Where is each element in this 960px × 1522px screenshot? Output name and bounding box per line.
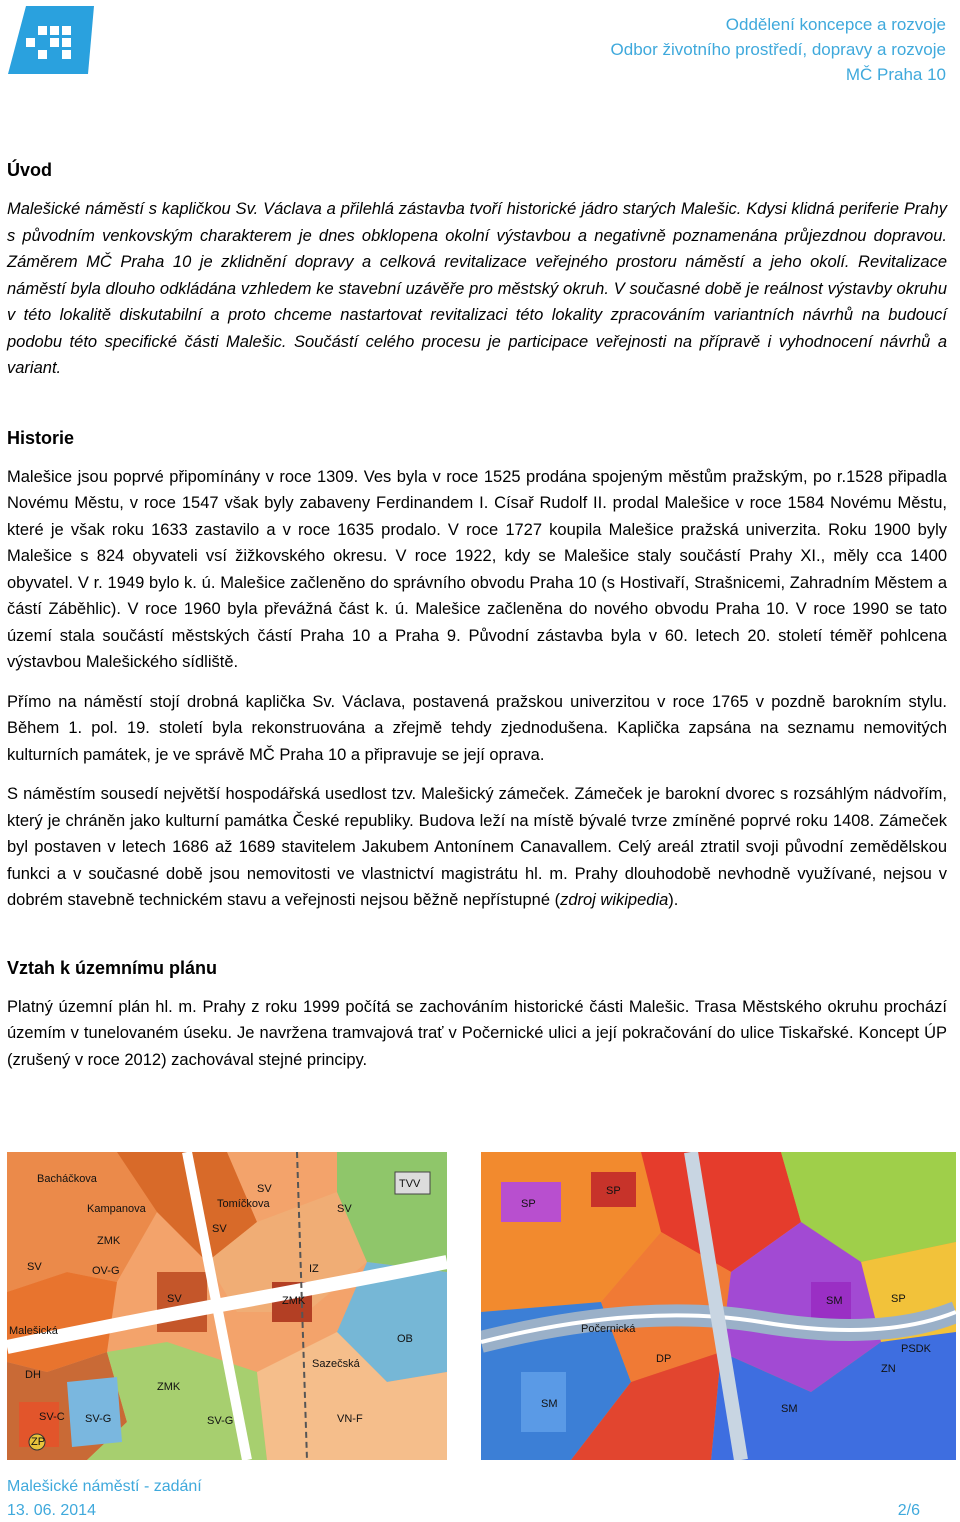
map-label: DH [25,1369,41,1381]
map-label: SM [541,1398,558,1410]
section-title-history: Historie [7,427,75,448]
land-use-maps [7,1152,956,1460]
map-label: TVV [399,1178,421,1190]
map-label: ZMK [282,1295,306,1307]
map-label: OB [397,1333,413,1345]
section-plan [7,956,947,1074]
map-label: Kampanova [87,1203,146,1215]
history-paragraph-3-text: S náměstím sousedí největší hospodářská usedlost tzv. Malešický zámeček. Zámeček je barokní dvorec s rozsáhlým nádvořím, který je chráněn jako kulturní památka České republiky. Budova leží na místě bývalé tvrze zmíněné poprvé roku 1408. Zámeček byl postaven v letech 1686 až 1689 stavitelem Jakubem Antonínem Canavallem. Celý areál ztratil svoji původní zemědělskou funkci a v současné době jsou nemovitosti ve vlastnictví magistrátu hl. m. Prahy dlouhodobě nevhodně využívané, nejsou v dobrém stavebně technickém stavu a veřejnosti nejsou běžně nepřístupné ( [7,785,947,909]
footer [7,1476,920,1522]
header [611,12,946,87]
header-district: MČ Praha 10 [845,65,946,84]
map-label: SP [606,1185,621,1197]
map-label: SV-G [85,1413,112,1425]
section-intro [7,158,947,382]
footer-date: 13. 06. 2014 [7,1502,96,1519]
map-label: Malešická [9,1325,58,1337]
map-label: SV [27,1261,42,1273]
history-paragraph-3 [7,781,947,914]
section-title-intro: Úvod [7,160,52,180]
land-use-map-concept [481,1152,956,1460]
map-label: SV [337,1203,352,1215]
map-label: ZN [881,1363,896,1375]
footer-document-title: Malešické náměstí - zadání [7,1478,202,1495]
section-history [7,426,947,914]
map-label: SV [212,1223,227,1235]
map-label: Tomíčkova [217,1198,270,1210]
map-label: ZP [31,1436,46,1448]
source-tail: ). [668,891,679,909]
map-label: IZ [309,1263,319,1275]
header-office: Odbor životního prostředí, dopravy a rozvoje [610,40,946,59]
history-paragraph-1: Malešice jsou poprvé připomínány v roce 1309. Ves byla v roce 1525 prodána spojeným městům pražským, po r.1528 připadla Novému Městu, v roce 1547 však byly zabaveny Ferdinandem I. Císař Rudolf II. prodal Malešice v roce 1584 Novému Městu, které je však roku 1633 zastavilo a v roce 1635 prodalo. V roce 1727 koupila Malešice pražská univerzita. Roku 1900 byly Malešice s 824 obyvateli vsí žižkovského okresu. V roce 1922, kdy se Malešice staly součástí Prahy XI., měly cca 1400 obyvatel. V r. 1949 bylo k. ú. Malešice začleněno do správního obvodu Praha 10 (s Hostivaří, Strašnicemi, Zahradním Městem a částí Záběhlic). V roce 1960 byla převážná část k. ú. Malešice začleněna do nového obvodu Praha 10. V roce 1990 se tato území stala součástí městských částí Praha 10 a Praha 9. Původní zástavba byla v 60. letech 20. století téměř pohlcena výstavbou Malešického sídliště. [7,467,947,671]
map-label: ZMK [97,1235,121,1247]
map-label: Počernická [581,1323,636,1335]
map-label: SV-G [207,1415,234,1427]
map-label: OV-G [92,1265,120,1277]
source-note: zdroj wikipedia [560,891,669,909]
header-department: Oddělení koncepce a rozvoje [725,15,946,34]
map-label: VN-F [337,1413,363,1425]
map-label: Bacháčkova [37,1173,97,1185]
history-paragraph-2: Přímo na náměstí stojí drobná kaplička Sv. Václava, postavená pražskou univerzitou v roce 1765 v pozdně barokním stylu. Během 1. pol. 19. století byla rekonstruována a zřejmě tehdy zjednodušena. Kaplička zapsána na seznamu nemovitých kulturních památek, je ve správě MČ Praha 10 a připravuje se její oprava. [7,692,947,764]
map-label: DP [656,1353,672,1365]
map-label: SM [826,1295,843,1307]
map-label: Sazečská [312,1358,360,1370]
map-label: PSDK [901,1343,931,1355]
map-label: ZMK [157,1381,181,1393]
map-label: SV-C [39,1411,65,1423]
section-title-plan: Vztah k územnímu plánu [7,957,218,978]
intro-paragraph: Malešické náměstí s kapličkou Sv. Václava a přilehlá zástavba tvoří historické jádro starých Malešic. Kdysi klidná periferie Prahy s původním venkovským charakterem je dnes obklopena okolní výstavbou a negativně poznamenána průjezdnou dopravou. Záměrem MČ Praha 10 je zklidnění dopravy a celková revitalizace veřejného prostoru náměstí a jeho okolí. Revitalizace náměstí byla dlouho odkládána vzhledem ke stavební uzávěře pro městský okruh. V současné době je reálnost výstavby okruhu v této lokalitě diskutabilní a proto chceme nastartovat revitalizaci této lokality zpracováním variantních návrhů na budoucí podobu této specifické části Malešic. Součástí celého procesu je participace veřejnosti na přípravě i vyhodnocení návrhů a variant. [7,200,947,377]
map-label: SV [167,1293,182,1305]
map-label: SM [781,1403,798,1415]
document-body [7,158,947,1073]
page-number: 2/6 [897,1502,920,1519]
map-label: SP [521,1198,536,1210]
map-label: SV [257,1183,272,1195]
plan-paragraph: Platný územní plán hl. m. Prahy z roku 1999 počítá se zachováním historické části Malešic. Trasa Městského okruhu prochází územím v tunelovaném úseku. Je navržena tramvajová trať v Počernické ulici a její pokračování do ulice Tiskařské. Koncept ÚP (zrušený v roce 2012) zachovával stejné principy. [7,997,947,1069]
map-label: SP [891,1293,906,1305]
footer-row [7,1500,920,1522]
land-use-map-current [7,1152,447,1460]
logo [8,6,94,74]
